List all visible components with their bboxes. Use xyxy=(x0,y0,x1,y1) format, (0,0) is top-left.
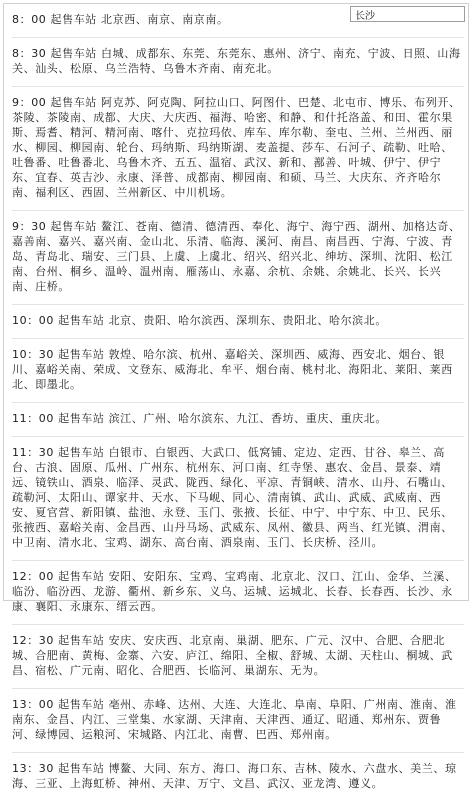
divider xyxy=(12,624,464,625)
schedule-entry-1100: 11：00 起售车站 滨江、广州、哈尔滨东、九江、香坊、重庆、重庆北。 xyxy=(12,412,387,425)
divider xyxy=(12,338,464,339)
schedule-entry-1300: 13：00 起售车站 亳州、赤峰、达州、大连、大连北、阜南、阜阳、广州南、淮南、淮南东、金昌、内江、三堂集、水家湖、天津南、天津西、通辽、昭通、郑州东、贾鲁河、绿博园、运粮河、宋城路、内江北、南曹、巴西、郑州南。 xyxy=(12,698,457,741)
schedule-entry-1230: 12：30 起售车站 安庆、安庆西、北京南、巢湖、肥东、广元、汉中、合肥、合肥北城、合肥南、黄梅、金寨、六安、庐江、绵阳、全椒、舒城、太湖、天柱山、桐城、武昌、宿松、广元南、昭化、合肥西、长临河、巢湖东、无为。 xyxy=(12,634,453,677)
schedule-entry-0900: 9：00 起售车站 阿克苏、阿克陶、阿拉山口、阿图什、巴楚、北屯市、博乐、布列开、茶陵、茶陵南、成都、大庆、大庆西、福海、哈密、和静、和什托洛盖、和田、霍尔果斯、焉耆、精河、精河南、喀什、克拉玛依、库车、库尔勒、奎屯、兰州、兰州西、丽水、柳园、柳园南、轮台、玛纳斯、玛纳斯湖、麦盖提、莎车、石河子、疏勒、吐哈、吐鲁番、吐鲁番北、乌鲁木齐、五五、温宿、武汉、新和、鄯善、叶城、伊宁、伊宁东、宜春、英吉沙、永康、泽普、成都南、柳园南、和硕、马兰、大庆东、齐齐哈尔南、福利区、西固、兰州新区、中川机场。 xyxy=(12,96,461,199)
divider xyxy=(12,86,464,87)
schedule-entry-0830: 8：30 起售车站 白城、成都东、东莞、东莞东、惠州、济宁、南充、宁波、日照、山海关、汕头、松原、乌兰浩特、乌鲁木齐南、南充北。 xyxy=(12,47,461,75)
schedule-list xyxy=(12,12,464,801)
divider xyxy=(12,402,464,403)
divider xyxy=(12,688,464,689)
divider xyxy=(12,436,464,437)
divider xyxy=(12,560,464,561)
divider xyxy=(12,210,464,211)
schedule-entry-1200: 12：00 起售车站 安阳、安阳东、宝鸡、宝鸡南、北京北、汉口、江山、金华、兰溪、临汾、临汾西、龙游、衢州、新乡东、义乌、运城、运城北、长春、长春西、长沙、永康、襄阳、永康东、缙云西。 xyxy=(12,570,457,613)
schedule-entry-1030: 10：30 起售车站 敦煌、哈尔滨、杭州、嘉峪关、深圳西、威海、西安北、烟台、银川、嘉峪关南、荣成、文登东、威海北、牟平、烟台南、桃村北、海阳北、莱阳、莱西北、即墨北。 xyxy=(12,348,453,391)
schedule-entry-0930: 9：30 起售车站 鳌江、苍南、德清、德清西、奉化、海宁、海宁西、湖州、加格达奇、嘉善南、嘉兴、嘉兴南、金山北、乐清、临海、溪河、南昌、南昌西、宁海、宁波、青岛、青岛北、瑞安、三门县、上虞、上虞北、绍兴、绍兴北、绅坊、深圳、沈阳、松江南、台州、桐乡、温岭、温州南、雁荡山、永嘉、余杭、余姚、余姚北、长兴、长兴南、庄桥。 xyxy=(12,220,461,293)
schedule-entry-1130: 11：30 起售车站 白银市、白银西、大武口、低窝铺、定边、定西、甘谷、皋兰、高台、古浪、固原、瓜州、广州东、杭州东、河口南、红寺堡、惠农、金昌、景泰、靖远、镜铁山、酒泉、临泽、灵武、陇西、绿化、平凉、青铜峡、清水、山丹、石嘴山、疏勒河、太阳山、谭家井、天水、下马岘、同心、清南镇、武山、武威、武威南、西安、夏官营、新阳镇、盐池、永登、玉门、张掖、长征、中宁、中宁东、中卫、民乐、张掖西、嘉峪关南、金昌西、山丹马场、武威东、凤州、徽县、两当、红光镇、渭南、中卫南、清水北、宝鸡、湖东、高台南、酒泉南、玉门、长庆桥、泾川。 xyxy=(12,446,453,549)
schedule-entry-1330: 13：30 起售车站 博鳌、大同、东方、海口、海口东、吉林、陵水、六盘水、美兰、琼海、三亚、上海虹桥、神州、天津、万宁、文昌、武汉、亚龙湾、遵义。 xyxy=(12,762,457,790)
schedule-entry-0800: 8：00 起售车站 北京西、南京、南京南。 xyxy=(12,13,229,26)
schedule-entry-1000: 10：00 起售车站 北京、贵阳、哈尔滨西、深圳东、贵阳北、哈尔滨北。 xyxy=(12,314,387,327)
page-frame xyxy=(3,3,469,790)
divider xyxy=(12,752,464,753)
divider xyxy=(12,37,464,38)
divider xyxy=(12,304,464,305)
